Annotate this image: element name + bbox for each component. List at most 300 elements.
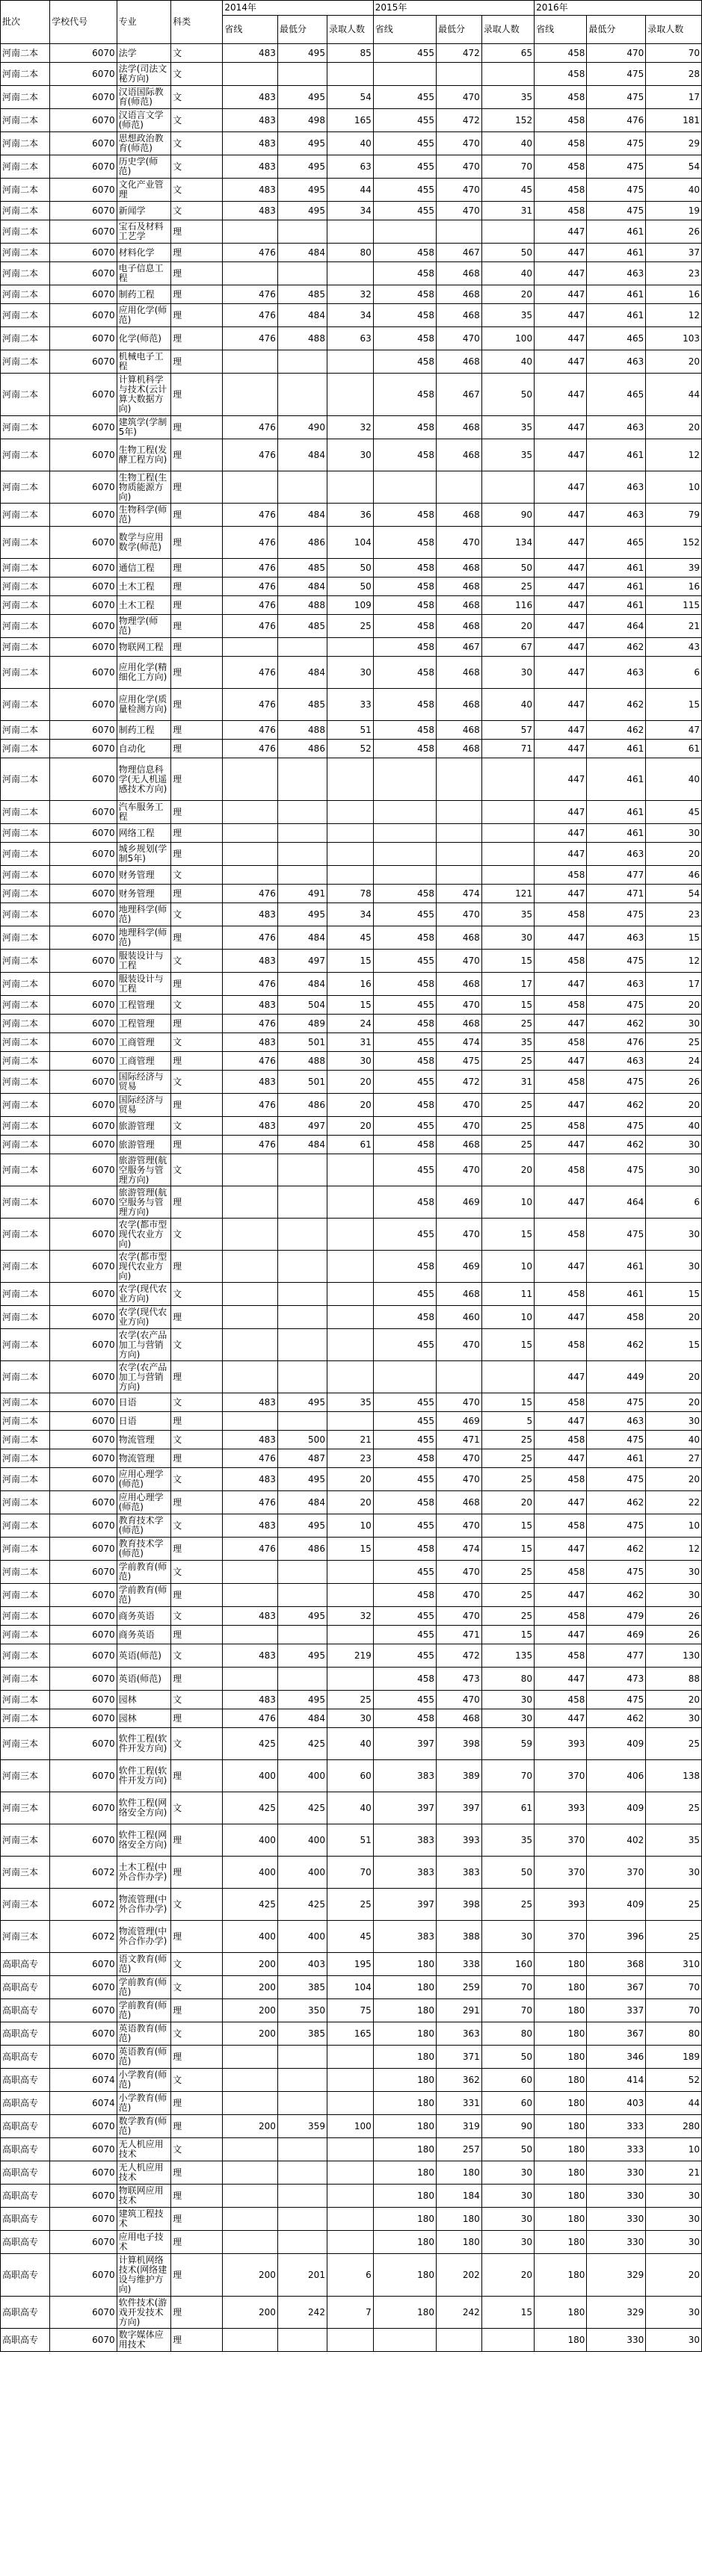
cell-admitted-2015: 134	[481, 527, 534, 559]
cell-min-score-2016: 475	[587, 1514, 646, 1538]
cell-provincial-line-2016: 447	[535, 615, 587, 638]
cell-subject: 文	[171, 996, 223, 1015]
cell-provincial-line-2014	[223, 1584, 278, 1607]
cell-min-score-2014: 484	[277, 657, 327, 689]
cell-min-score-2016: 477	[587, 1644, 646, 1668]
cell-min-score-2016: 475	[587, 1561, 646, 1584]
cell-batch: 高职高专	[1, 1976, 50, 1999]
cell-min-score-2014	[277, 866, 327, 885]
cell-school-code: 6070	[50, 758, 117, 801]
cell-min-score-2016: 463	[587, 1052, 646, 1071]
cell-min-score-2015: 383	[436, 1857, 481, 1889]
cell-provincial-line-2016: 447	[535, 1626, 587, 1644]
cell-admitted-2014	[327, 1154, 373, 1186]
cell-admitted-2016: 25	[646, 1889, 702, 1921]
cell-major: 教育技术学(师范)	[117, 1514, 170, 1538]
cell-provincial-line-2016: 458	[535, 1691, 587, 1709]
cell-min-score-2014: 484	[277, 1491, 327, 1514]
cell-provincial-line-2014: 476	[223, 1449, 278, 1468]
cell-min-score-2015: 242	[436, 2297, 481, 2329]
cell-admitted-2016: 310	[646, 1953, 702, 1976]
cell-admitted-2015: 50	[481, 2046, 534, 2069]
cell-major: 电子信息工程	[117, 262, 170, 285]
cell-admitted-2015: 30	[481, 2161, 534, 2185]
table-row	[1, 304, 702, 327]
cell-min-score-2016: 475	[587, 1219, 646, 1251]
cell-admitted-2015: 11	[481, 1283, 534, 1306]
cell-admitted-2016: 26	[646, 1626, 702, 1644]
cell-provincial-line-2014: 425	[223, 1728, 278, 1760]
cell-min-score-2016: 330	[587, 2208, 646, 2231]
cell-admitted-2015	[481, 220, 534, 244]
cell-min-score-2015: 468	[436, 304, 481, 327]
table-row	[1, 758, 702, 801]
cell-major: 土木工程	[117, 596, 170, 615]
cell-admitted-2016: 30	[646, 1251, 702, 1283]
cell-admitted-2014: 52	[327, 740, 373, 758]
cell-provincial-line-2014: 483	[223, 1691, 278, 1709]
cell-batch: 河南二本	[1, 1412, 50, 1431]
cell-school-code: 6070	[50, 1393, 117, 1412]
table-row	[1, 2208, 702, 2231]
cell-provincial-line-2014: 400	[223, 1857, 278, 1889]
cell-major: 法学	[117, 44, 170, 63]
cell-provincial-line-2016: 447	[535, 1361, 587, 1393]
cell-admitted-2015: 50	[481, 244, 534, 262]
cell-min-score-2014	[277, 1626, 327, 1644]
cell-min-score-2014	[277, 1154, 327, 1186]
cell-batch: 河南二本	[1, 244, 50, 262]
cell-major: 工程管理	[117, 1015, 170, 1033]
cell-provincial-line-2014	[223, 63, 278, 86]
cell-provincial-line-2016: 180	[535, 2208, 587, 2231]
cell-admitted-2015: 135	[481, 1644, 534, 1668]
table-row	[1, 1561, 702, 1584]
cell-school-code: 6070	[50, 2138, 117, 2161]
cell-provincial-line-2015: 180	[373, 2297, 436, 2329]
cell-min-score-2015: 468	[436, 578, 481, 596]
cell-min-score-2015: 470	[436, 86, 481, 109]
cell-major: 物流管理(中外合作办学)	[117, 1921, 170, 1953]
cell-min-score-2016: 465	[587, 374, 646, 416]
table-row	[1, 1412, 702, 1431]
cell-subject: 理	[171, 1760, 223, 1792]
cell-school-code: 6070	[50, 285, 117, 304]
cell-provincial-line-2014	[223, 843, 278, 866]
cell-min-score-2015: 338	[436, 1953, 481, 1976]
cell-school-code: 6070	[50, 416, 117, 439]
cell-min-score-2015: 469	[436, 1412, 481, 1431]
cell-school-code: 6070	[50, 2046, 117, 2069]
cell-subject: 文	[171, 109, 223, 132]
cell-provincial-line-2014	[223, 471, 278, 504]
cell-school-code: 6072	[50, 1921, 117, 1953]
cell-min-score-2016: 462	[587, 1094, 646, 1117]
table-row	[1, 1607, 702, 1626]
cell-provincial-line-2015: 458	[373, 721, 436, 740]
cell-batch: 河南二本	[1, 1668, 50, 1691]
cell-provincial-line-2016: 447	[535, 1052, 587, 1071]
cell-provincial-line-2015	[373, 843, 436, 866]
cell-admitted-2016: 15	[646, 926, 702, 950]
cell-min-score-2014: 488	[277, 327, 327, 350]
cell-batch: 河南二本	[1, 374, 50, 416]
cell-provincial-line-2016: 393	[535, 1792, 587, 1824]
cell-admitted-2016: 26	[646, 220, 702, 244]
cell-major: 学前教育(师范)	[117, 1976, 170, 1999]
cell-provincial-line-2016: 447	[535, 1709, 587, 1728]
cell-admitted-2015: 80	[481, 1668, 534, 1691]
cell-school-code: 6072	[50, 1857, 117, 1889]
table-row	[1, 2115, 702, 2138]
cell-major: 汽车服务工程	[117, 801, 170, 824]
table-row	[1, 1094, 702, 1117]
cell-subject: 理	[171, 262, 223, 285]
cell-subject: 文	[171, 1219, 223, 1251]
cell-min-score-2016: 463	[587, 843, 646, 866]
cell-batch: 河南二本	[1, 1329, 50, 1361]
cell-school-code: 6070	[50, 1306, 117, 1329]
cell-admitted-2015: 25	[481, 578, 534, 596]
cell-major: 土木工程	[117, 578, 170, 596]
table-row	[1, 86, 702, 109]
cell-school-code: 6070	[50, 527, 117, 559]
header-school-code: 学校代号	[50, 1, 117, 44]
cell-min-score-2015: 259	[436, 1976, 481, 1999]
cell-major: 日语	[117, 1393, 170, 1412]
cell-admitted-2014: 16	[327, 973, 373, 996]
cell-provincial-line-2016: 458	[535, 155, 587, 179]
table-row	[1, 155, 702, 179]
cell-provincial-line-2015: 383	[373, 1921, 436, 1953]
cell-provincial-line-2015: 458	[373, 1449, 436, 1468]
cell-major: 计算机科学与技术(云计算大数据方向)	[117, 374, 170, 416]
cell-school-code: 6070	[50, 1071, 117, 1094]
cell-min-score-2016: 403	[587, 2092, 646, 2115]
cell-school-code: 6070	[50, 132, 117, 155]
cell-admitted-2014: 51	[327, 1824, 373, 1857]
cell-admitted-2014	[327, 801, 373, 824]
cell-admitted-2015: 35	[481, 1824, 534, 1857]
cell-provincial-line-2014: 476	[223, 578, 278, 596]
cell-provincial-line-2014	[223, 1283, 278, 1306]
cell-provincial-line-2016: 447	[535, 596, 587, 615]
cell-provincial-line-2016: 458	[535, 1117, 587, 1136]
cell-major: 国际经济与贸易	[117, 1094, 170, 1117]
cell-provincial-line-2016: 180	[535, 2254, 587, 2297]
cell-min-score-2016: 475	[587, 996, 646, 1015]
cell-provincial-line-2014	[223, 1412, 278, 1431]
cell-min-score-2014: 498	[277, 109, 327, 132]
cell-admitted-2015: 70	[481, 155, 534, 179]
cell-major: 服装设计与工程	[117, 973, 170, 996]
cell-provincial-line-2014: 483	[223, 1431, 278, 1449]
cell-admitted-2016: 15	[646, 1329, 702, 1361]
cell-admitted-2014	[327, 2161, 373, 2185]
cell-admitted-2015: 30	[481, 1709, 534, 1728]
cell-provincial-line-2016: 447	[535, 559, 587, 578]
cell-admitted-2016: 181	[646, 109, 702, 132]
cell-school-code: 6070	[50, 2297, 117, 2329]
cell-major: 旅游管理	[117, 1136, 170, 1154]
cell-min-score-2016: 461	[587, 758, 646, 801]
cell-admitted-2015: 30	[481, 2185, 534, 2208]
cell-provincial-line-2016: 447	[535, 926, 587, 950]
cell-provincial-line-2016: 180	[535, 2092, 587, 2115]
cell-admitted-2014	[327, 1186, 373, 1219]
cell-provincial-line-2015: 455	[373, 1393, 436, 1412]
cell-school-code: 6070	[50, 1468, 117, 1491]
cell-admitted-2014: 51	[327, 721, 373, 740]
cell-min-score-2016: 464	[587, 615, 646, 638]
cell-min-score-2015: 470	[436, 903, 481, 926]
cell-major: 工程管理	[117, 996, 170, 1015]
cell-provincial-line-2015	[373, 824, 436, 843]
cell-min-score-2014: 242	[277, 2297, 327, 2329]
cell-admitted-2016: 54	[646, 155, 702, 179]
cell-school-code: 6070	[50, 1584, 117, 1607]
cell-provincial-line-2014	[223, 220, 278, 244]
cell-school-code: 6070	[50, 220, 117, 244]
cell-min-score-2014	[277, 1412, 327, 1431]
cell-school-code: 6070	[50, 2329, 117, 2352]
cell-major: 生物工程(生物质能源方向)	[117, 471, 170, 504]
cell-provincial-line-2014: 483	[223, 1117, 278, 1136]
cell-admitted-2014: 6	[327, 2254, 373, 2297]
table-row	[1, 1033, 702, 1052]
cell-batch: 河南二本	[1, 1052, 50, 1071]
cell-min-score-2015: 469	[436, 1186, 481, 1219]
cell-subject: 理	[171, 1251, 223, 1283]
cell-provincial-line-2016: 458	[535, 1431, 587, 1449]
cell-school-code: 6070	[50, 866, 117, 885]
cell-min-score-2015: 470	[436, 327, 481, 350]
cell-min-score-2014: 495	[277, 903, 327, 926]
cell-school-code: 6070	[50, 950, 117, 973]
cell-major: 制药工程	[117, 721, 170, 740]
cell-min-score-2015: 468	[436, 559, 481, 578]
cell-provincial-line-2014: 483	[223, 44, 278, 63]
cell-provincial-line-2016: 447	[535, 843, 587, 866]
cell-batch: 河南三本	[1, 1889, 50, 1921]
cell-school-code: 6070	[50, 1361, 117, 1393]
table-row	[1, 2329, 702, 2352]
cell-subject: 理	[171, 1015, 223, 1033]
cell-school-code: 6070	[50, 596, 117, 615]
cell-min-score-2015	[436, 801, 481, 824]
cell-admitted-2015: 40	[481, 689, 534, 721]
cell-admitted-2014: 50	[327, 559, 373, 578]
cell-provincial-line-2014	[223, 801, 278, 824]
cell-major: 应用化学(质量检测方向)	[117, 689, 170, 721]
cell-major: 土木工程(中外合作办学)	[117, 1857, 170, 1889]
cell-admitted-2014: 61	[327, 1136, 373, 1154]
cell-admitted-2016: 25	[646, 1728, 702, 1760]
cell-subject: 理	[171, 2092, 223, 2115]
cell-major: 商务英语	[117, 1626, 170, 1644]
cell-min-score-2014: 495	[277, 86, 327, 109]
cell-provincial-line-2016: 447	[535, 657, 587, 689]
header-admitted-2014: 录取人数	[327, 16, 373, 44]
cell-admitted-2016: 189	[646, 2046, 702, 2069]
cell-admitted-2015: 57	[481, 721, 534, 740]
cell-batch: 高职高专	[1, 2022, 50, 2046]
cell-batch: 河南二本	[1, 1491, 50, 1514]
cell-provincial-line-2016: 393	[535, 1889, 587, 1921]
cell-school-code: 6070	[50, 2022, 117, 2046]
cell-provincial-line-2015: 458	[373, 304, 436, 327]
cell-subject: 理	[171, 1824, 223, 1857]
cell-min-score-2016: 475	[587, 202, 646, 220]
cell-admitted-2014: 40	[327, 132, 373, 155]
table-row	[1, 578, 702, 596]
cell-batch: 河南二本	[1, 1468, 50, 1491]
table-row	[1, 1431, 702, 1449]
cell-provincial-line-2015: 458	[373, 615, 436, 638]
cell-min-score-2014: 495	[277, 202, 327, 220]
cell-provincial-line-2016: 458	[535, 950, 587, 973]
cell-major: 机械电子工程	[117, 350, 170, 374]
cell-provincial-line-2015: 458	[373, 657, 436, 689]
cell-min-score-2014	[277, 1306, 327, 1329]
cell-min-score-2016: 475	[587, 1117, 646, 1136]
cell-school-code: 6070	[50, 926, 117, 950]
cell-min-score-2016: 330	[587, 2231, 646, 2254]
cell-provincial-line-2016: 447	[535, 1136, 587, 1154]
cell-provincial-line-2015: 455	[373, 1468, 436, 1491]
cell-batch: 河南二本	[1, 1186, 50, 1219]
cell-admitted-2016: 12	[646, 304, 702, 327]
header-subject: 科类	[171, 1, 223, 44]
cell-min-score-2016: 469	[587, 1626, 646, 1644]
cell-provincial-line-2015: 458	[373, 926, 436, 950]
cell-provincial-line-2015: 458	[373, 527, 436, 559]
cell-admitted-2015: 30	[481, 2208, 534, 2231]
cell-provincial-line-2016: 458	[535, 1329, 587, 1361]
cell-subject: 理	[171, 1626, 223, 1644]
cell-provincial-line-2014	[223, 758, 278, 801]
cell-admitted-2014	[327, 1561, 373, 1584]
cell-admitted-2014: 23	[327, 1449, 373, 1468]
cell-provincial-line-2016: 447	[535, 824, 587, 843]
cell-min-score-2016: 475	[587, 950, 646, 973]
cell-provincial-line-2015: 458	[373, 1052, 436, 1071]
cell-min-score-2016: 461	[587, 285, 646, 304]
cell-provincial-line-2015: 458	[373, 285, 436, 304]
cell-provincial-line-2015	[373, 758, 436, 801]
cell-min-score-2015: 202	[436, 2254, 481, 2297]
cell-provincial-line-2014	[223, 2092, 278, 2115]
cell-admitted-2015	[481, 843, 534, 866]
cell-min-score-2014	[277, 471, 327, 504]
cell-provincial-line-2016: 447	[535, 262, 587, 285]
cell-major: 物理学(师范)	[117, 615, 170, 638]
cell-min-score-2014: 484	[277, 578, 327, 596]
cell-school-code: 6070	[50, 1644, 117, 1668]
cell-subject: 理	[171, 596, 223, 615]
cell-provincial-line-2015: 455	[373, 1219, 436, 1251]
cell-admitted-2016: 45	[646, 801, 702, 824]
cell-provincial-line-2015: 180	[373, 2185, 436, 2208]
cell-admitted-2016: 20	[646, 1306, 702, 1329]
cell-admitted-2015: 40	[481, 132, 534, 155]
cell-major: 数字媒体应用技术	[117, 2329, 170, 2352]
cell-min-score-2015: 257	[436, 2138, 481, 2161]
table-row	[1, 2161, 702, 2185]
cell-subject: 理	[171, 350, 223, 374]
cell-min-score-2015: 468	[436, 285, 481, 304]
cell-admitted-2016: 40	[646, 758, 702, 801]
cell-admitted-2014	[327, 2138, 373, 2161]
table-row	[1, 374, 702, 416]
cell-admitted-2016: 20	[646, 1691, 702, 1709]
table-row	[1, 262, 702, 285]
cell-subject: 理	[171, 801, 223, 824]
cell-admitted-2015: 25	[481, 1468, 534, 1491]
cell-provincial-line-2016: 447	[535, 527, 587, 559]
cell-batch: 河南二本	[1, 1607, 50, 1626]
cell-provincial-line-2015: 455	[373, 1154, 436, 1186]
cell-min-score-2014: 425	[277, 1889, 327, 1921]
cell-batch: 河南二本	[1, 1251, 50, 1283]
cell-min-score-2016: 330	[587, 2185, 646, 2208]
cell-admitted-2015: 25	[481, 1561, 534, 1584]
table-row	[1, 1117, 702, 1136]
cell-min-score-2016: 461	[587, 439, 646, 471]
cell-admitted-2015: 50	[481, 374, 534, 416]
cell-batch: 河南二本	[1, 973, 50, 996]
cell-major: 园林	[117, 1691, 170, 1709]
cell-school-code: 6070	[50, 996, 117, 1015]
cell-major: 国际经济与贸易	[117, 1071, 170, 1094]
cell-min-score-2014	[277, 1186, 327, 1219]
cell-provincial-line-2014: 476	[223, 1015, 278, 1033]
cell-provincial-line-2015	[373, 1361, 436, 1393]
cell-provincial-line-2015: 458	[373, 973, 436, 996]
cell-school-code: 6070	[50, 1760, 117, 1792]
cell-provincial-line-2014: 425	[223, 1889, 278, 1921]
cell-batch: 高职高专	[1, 2329, 50, 2352]
cell-school-code: 6070	[50, 615, 117, 638]
cell-provincial-line-2016: 447	[535, 244, 587, 262]
cell-provincial-line-2015	[373, 63, 436, 86]
cell-min-score-2016: 461	[587, 740, 646, 758]
cell-school-code: 6070	[50, 86, 117, 109]
cell-min-score-2014: 400	[277, 1921, 327, 1953]
cell-provincial-line-2016: 458	[535, 1393, 587, 1412]
cell-school-code: 6070	[50, 304, 117, 327]
cell-min-score-2015	[436, 63, 481, 86]
cell-provincial-line-2016: 458	[535, 996, 587, 1015]
cell-provincial-line-2014: 476	[223, 689, 278, 721]
table-row	[1, 220, 702, 244]
table-row	[1, 689, 702, 721]
cell-admitted-2016: 70	[646, 1976, 702, 1999]
cell-batch: 河南二本	[1, 615, 50, 638]
cell-min-score-2015: 468	[436, 504, 481, 527]
cell-provincial-line-2014	[223, 2185, 278, 2208]
cell-admitted-2014	[327, 824, 373, 843]
cell-provincial-line-2016: 180	[535, 1976, 587, 1999]
cell-admitted-2016: 138	[646, 1760, 702, 1792]
cell-subject: 文	[171, 1393, 223, 1412]
cell-min-score-2014: 504	[277, 996, 327, 1015]
cell-school-code: 6070	[50, 1329, 117, 1361]
cell-min-score-2014	[277, 2208, 327, 2231]
cell-min-score-2014: 495	[277, 155, 327, 179]
cell-min-score-2015: 472	[436, 1071, 481, 1094]
cell-admitted-2014: 32	[327, 416, 373, 439]
